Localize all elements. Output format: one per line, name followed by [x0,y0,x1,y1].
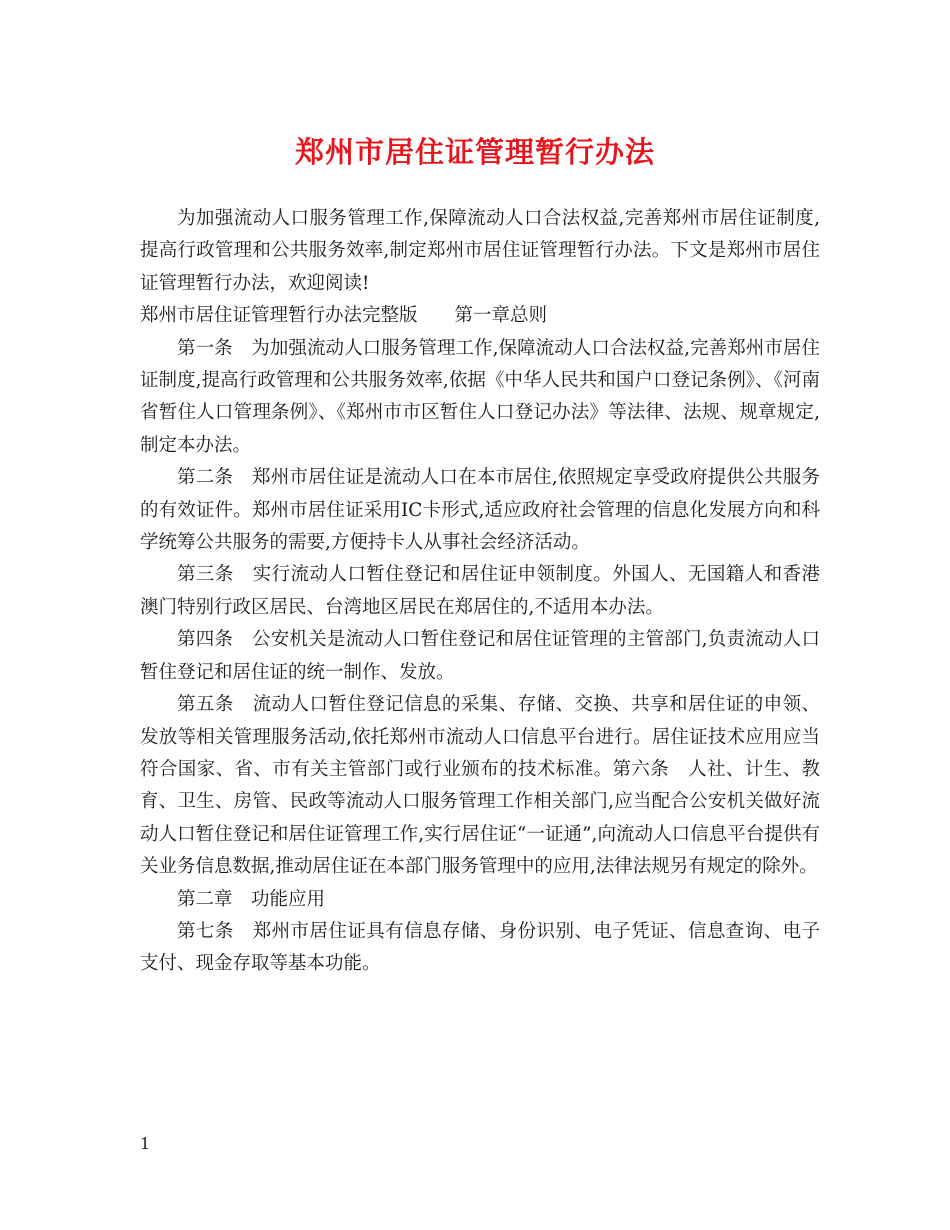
paragraph-article-2: 第二条 郑州市居住证是流动人口在本市居住,依照规定享受政府提供公共服务的有效证件。郑州市居住证采用IC卡形式,适应政府社会管理的信息化发展方向和科学统筹公共服务的需要,方便持卡人从事社会经济活动。 [140,467,820,554]
document-title: 郑州市居住证管理暂行办法 [294,135,655,169]
paragraph-article-4: 第四条 公安机关是流动人口暂住登记和居住证管理的主管部门,负责流动人口暂住登记和居住证的统一制作、发放。 [140,629,820,683]
paragraph-chapter-2: 第二章 功能应用 [177,888,326,910]
page-number: 1 [140,1134,151,1153]
paragraph-article-1: 第一条 为加强流动人口服务管理工作,保障流动人口合法权益,完善郑州市居住证制度,提高行政管理和公共服务效率,依据《中华人民共和国户口登记条例》、《河南省暂住人口管理条例》、《郑州市市区暂住人口登记办法》等法律、法规、规章规定,制定本办法。 [140,337,820,456]
document-body [140,203,820,981]
paragraph-article-3: 第三条 实行流动人口暂住登记和居住证申领制度。外国人、无国籍人和香港澳门特别行政区居民、台湾地区居民在郑居住的,不适用本办法。 [140,564,820,618]
paragraph-article-7: 第七条 郑州市居住证具有信息存储、身份识别、电子凭证、信息查询、电子支付、现金存取等基本功能。 [140,920,820,975]
paragraph-chapter-heading: 郑州市居住证管理暂行办法完整版 第一章总则 [140,305,548,327]
paragraph-intro: 为加强流动人口服务管理工作,保障流动人口合法权益,完善郑州市居住证制度,提高行政管理和公共服务效率,制定郑州市居住证管理暂行办法。下文是郑州市居住证管理暂行办法，欢迎阅读! [140,208,820,294]
paragraph-article-5-6: 第五条 流动人口暂住登记信息的采集、存储、交换、共享和居住证的申领、发放等相关管理服务活动,依托郑州市流动人口信息平台进行。居住证技术应用应当符合国家、省、市有关主管部门或行业颁布的技术标准。第六条 人社、计生、教育、卫生、房管、民政等流动人口服务管理工作相关部门,应当配合公安机关做好流动人口暂住登记和居住证管理工作,实行居住证“一证通”,向流动人口信息平台提供有关业务信息数据,推动居住证在本部门服务管理中的应用,法律法规另有规定的除外。 [140,694,820,878]
